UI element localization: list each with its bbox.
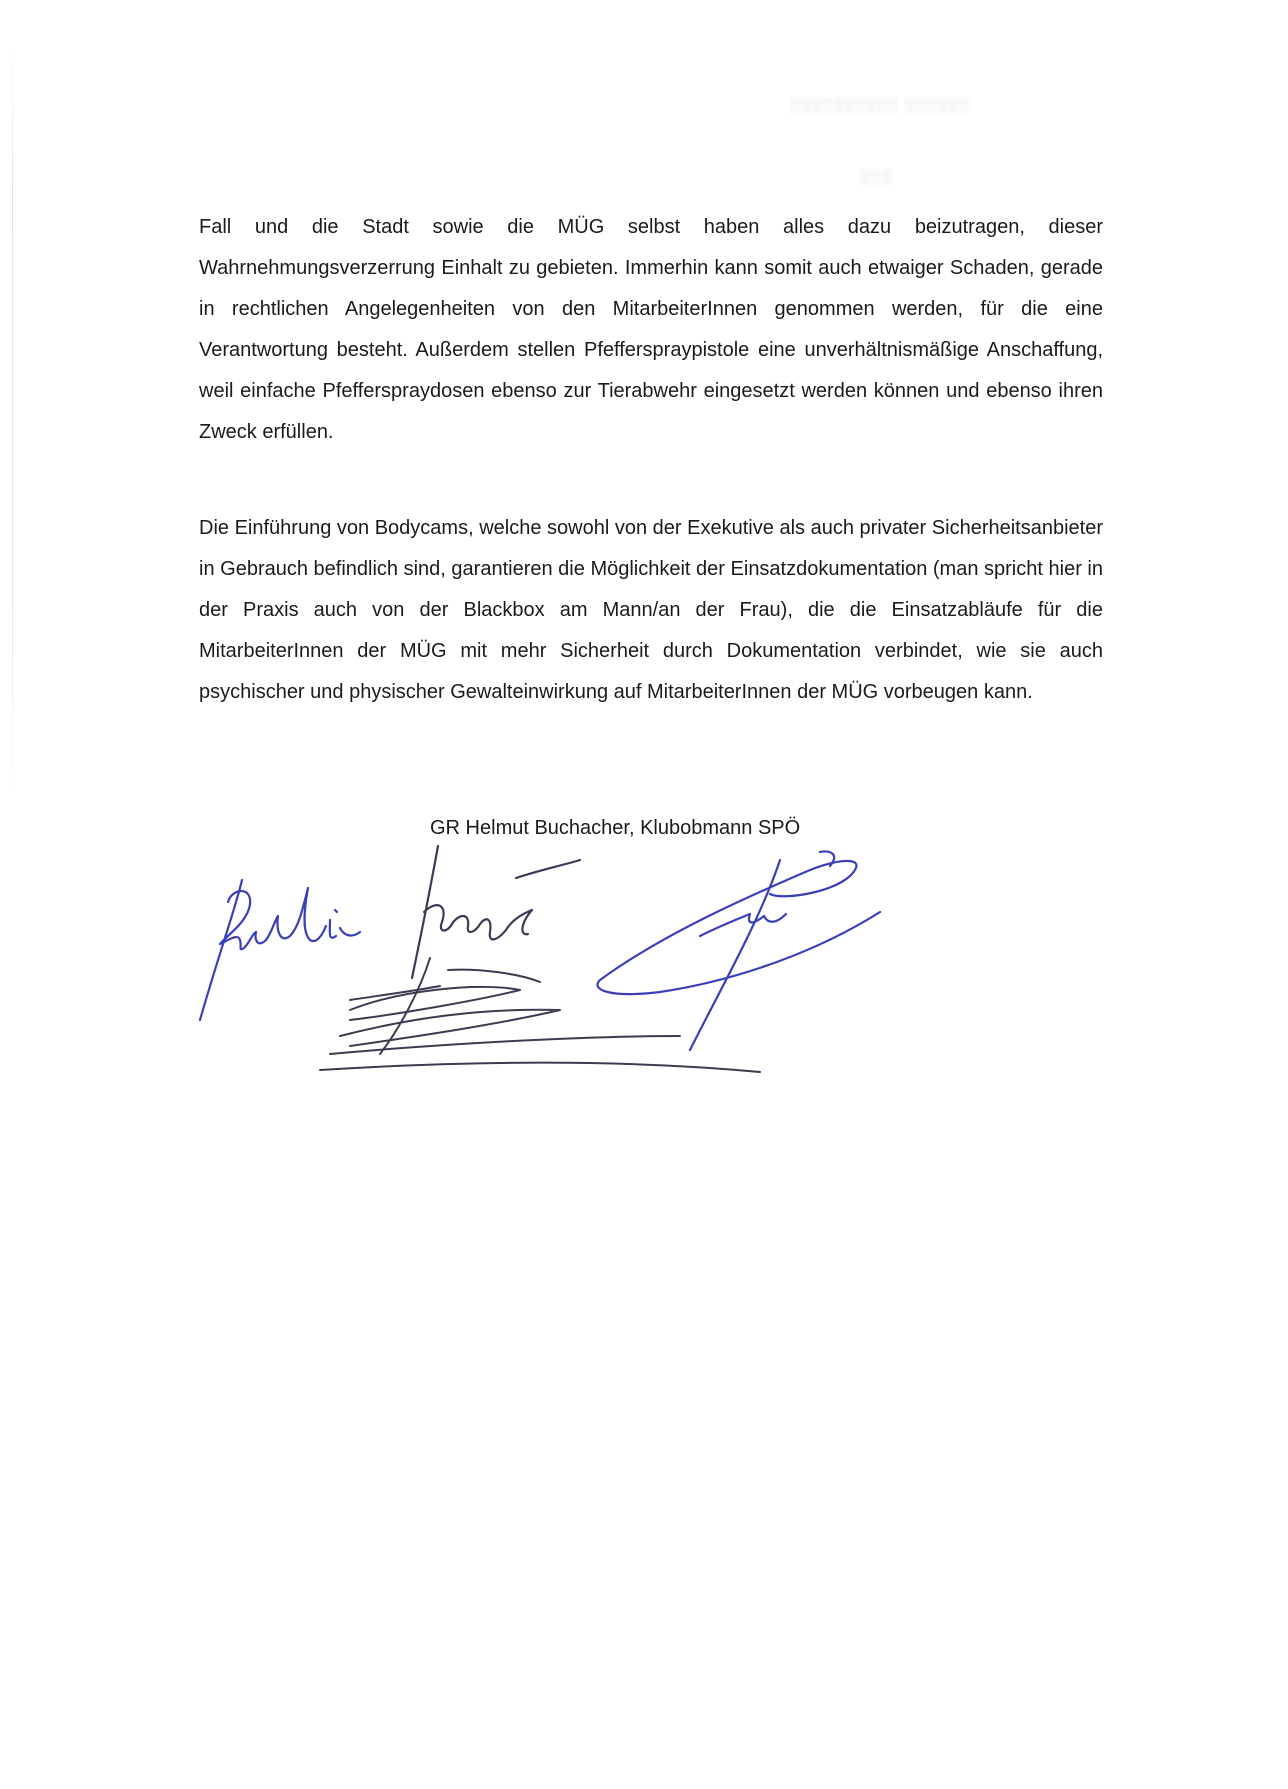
body-paragraph-1: Fall und die Stadt sowie die MÜG selbst haben alles dazu beizutragen, dieser Wahrnehmungsverzerrung Einhalt zu gebieten. Immerhin kann somit auch etwaiger Schaden, gerade in rechtlichen Angelegenheiten von den MitarbeiterInnen genommen werden, für die eine Verantwortung besteht. Außerdem stellen Pfefferspraypistole eine unverhältnismäßige Anschaffung, weil einfache Pfefferspraydosen ebenso zur Tierabwehr eingesetzt werden können und ebenso ihren Zweck erfüllen. xyxy=(199,216,1103,443)
body-paragraph-2: Die Einführung von Bodycams, welche sowohl von der Exekutive als auch privater Sicherheitsanbieter in Gebrauch befindlich sind, garantieren die Möglichkeit der Einsatzdokumentation (man spricht hier in der Praxis auch von der Blackbox am Mann/an der Frau), die die Einsatzabläufe für die MitarbeiterInnen der MÜG mit mehr Sicherheit durch Dokumentation verbindet, wie sie auch psychischer und physischer Gewalteinwirkung auf MitarbeiterInnen der MÜG vorbeugen kann. xyxy=(199,517,1103,703)
signature-bottom-stroke xyxy=(320,958,760,1072)
faint-bleed-through-stamp: ▒▒▒▒▒▒▒▒▒▒ ▒▒▒▒▒▒ ▒▒▒ xyxy=(790,96,970,184)
signer-name: GR Helmut Buchacher, Klubobmann SPÖ xyxy=(430,817,801,839)
signature-left-stroke xyxy=(200,880,360,1020)
handwritten-signatures xyxy=(180,840,1060,1080)
signature-right-stroke xyxy=(598,852,881,1050)
scan-edge-shadow xyxy=(12,40,13,800)
signature-middle-stroke xyxy=(412,846,580,978)
